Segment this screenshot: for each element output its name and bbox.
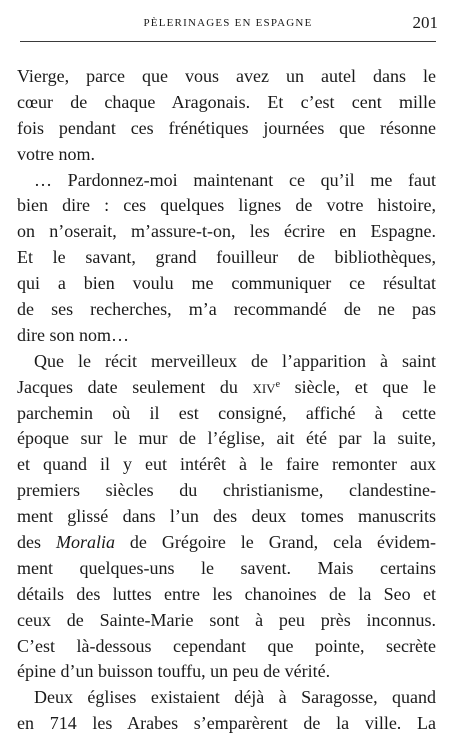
text-line: qui a bien voulu me communiquer ce résultat	[17, 273, 436, 294]
text-line: ceux de Sainte-Marie sont à peu près inconnus.	[17, 609, 436, 630]
text-fragment: siècle, et que le	[280, 376, 436, 397]
text-line: premiers siècles du christianisme, clandestine-	[17, 480, 436, 501]
century-numeral: xiv	[252, 376, 276, 397]
text-line	[17, 375, 436, 401]
body-text	[17, 64, 436, 737]
text-line: Que le récit merveilleux de l’apparition à saint	[34, 350, 436, 371]
text-line: ment quelques-uns le savent. Mais certains	[17, 557, 436, 578]
superscript: e	[275, 378, 281, 390]
page-number: 201	[412, 13, 438, 32]
text-line: de ses recherches, m’a recommandé de ne pas	[17, 299, 436, 320]
running-head	[18, 13, 438, 35]
text-line: votre nom.	[17, 143, 95, 164]
text-line: parchemin où il est consigné, affiché à cette	[17, 402, 436, 423]
text-fragment: Jacques date seulement du	[17, 376, 253, 397]
text-line: époque sur le mur de l’église, ait été par la suite,	[17, 428, 436, 449]
text-line: C’est là-dessous cependant que pointe, secrète	[17, 635, 436, 656]
text-line: Vierge, parce que vous avez un autel dans le	[17, 66, 436, 86]
text-line: dire son nom…	[17, 324, 129, 345]
text-line: Et le savant, grand fouilleur de bibliothèques,	[17, 247, 436, 268]
text-line: bien dire : ces quelques lignes de votre histoire,	[17, 195, 436, 216]
text-fragment: de Grégoire le Grand, cela évidem-	[114, 532, 437, 553]
text-line: en 714 les Arabes s’emparèrent de la ville. La	[17, 713, 436, 734]
text-line: épine d’un buisson touffu, un peu de vérité.	[17, 661, 331, 682]
header-rule	[20, 41, 436, 42]
italic-title: Moralia	[55, 532, 115, 553]
text-line: et quand il y eut intérêt à le faire remonter aux	[17, 454, 436, 475]
text-line: … Pardonnez-moi maintenant ce qu’il me faut	[34, 169, 436, 190]
text-line: ment glissé dans l’un des deux tomes manuscrits	[17, 506, 436, 527]
text-line: Deux églises existaient déjà à Saragosse, quand	[34, 687, 436, 708]
text-line: cœur de chaque Aragonais. Et c’est cent mille	[17, 91, 436, 112]
running-title: PÈLERINAGES EN ESPAGNE	[143, 17, 313, 29]
text-fragment: des	[17, 532, 56, 553]
text-line: détails des luttes entre les chanoines de la Seo et	[17, 583, 436, 604]
text-line: on n’oserait, m’assure-t-on, les écrire en Espagne.	[17, 221, 436, 242]
text-line	[17, 530, 436, 556]
text-line: fois pendant ces frénétiques journées que résonne	[17, 117, 436, 138]
